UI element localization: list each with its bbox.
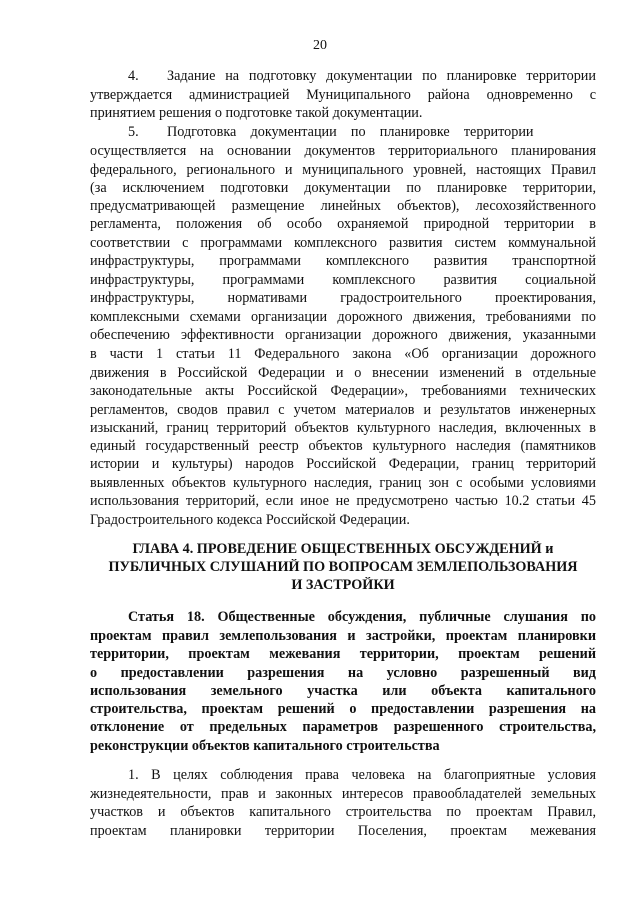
text-line: Градостроительного кодекса Российской Федерации. [90,512,410,528]
text-line: инфраструктуры, нормативами градостроительного проектирования, [90,290,596,306]
text-line: осуществляется на основании документов территориального планирования [90,143,596,159]
text-line: 4. Задание на подготовку документации по планировке территории [128,68,596,84]
heading-line: территории, проектам межевания территории, проектам решений [90,646,596,662]
heading-line: проектам правил землепользования и застройки, проектам планировки [90,628,596,644]
heading-line: ПУБЛИЧНЫХ СЛУШАНИЙ ПО ВОПРОСАМ ЗЕМЛЕПОЛЬЗОВАНИЯ [108,559,578,575]
text-line: регламентов, сводов правил с учетом материалов и результатов инженерных [90,402,596,418]
text-line: единый государственный реестр объектов культурного наследия (памятников [90,438,596,454]
text-line: проектам планировки территории Поселения, проектам межевания [90,823,596,839]
text-line: утверждается администрацией Муниципального района одновременно с [90,87,596,103]
heading-line: отклонение от предельных параметров разрешенного строительства, [90,719,596,735]
text-line: регламента, положения об особо охраняемой природной территории в [90,216,596,232]
text-line: 1. В целях соблюдения права человека на благоприятные условия [128,767,596,783]
page-number: 20 [313,38,327,53]
text-line: законодательные акты Российской Федерации», требованиями технических [90,383,596,399]
text-line: предусматривающей размещение линейных объектов), лесохозяйственного [90,198,596,214]
text-line: использования территорий, если иное не предусмотрено частью 10.2 статьи 45 [90,493,596,509]
heading-line: И ЗАСТРОЙКИ [291,577,395,593]
text-line: выявленных объектов культурного наследия, границ зон с особыми условиями [90,475,596,491]
text-line: обеспечению эффективности организации дорожного движения, указанными [90,327,596,343]
text-line: комплексными схемами организации дорожного движения, требованиями по [90,309,596,325]
heading-line: использования земельного участка или объекта капитального [90,683,596,699]
heading-line: ГЛАВА 4. ПРОВЕДЕНИЕ ОБЩЕСТВЕННЫХ ОБСУЖДЕНИЙ и [132,541,554,557]
text-line: жизнедеятельности, прав и законных интересов правообладателей земельных [90,786,596,802]
text-line: в части 1 статьи 11 Федерального закона «Об организации дорожного [90,346,596,362]
text-line: участков и объектов капитального строительства по проектам Правил, [90,804,596,820]
text-line: соответствии с программами комплексного развития систем коммунальной [90,235,596,251]
heading-line: реконструкции объектов капитального строительства [90,738,440,754]
text-line: (за исключением подготовки документации по планировке территории, [90,180,596,196]
heading-line: строительства, проектам решений о предоставлении разрешения на [90,701,596,717]
text-line: истории и культуры) народов Российской Федерации, границ территорий [90,456,596,472]
text-line: федерального, регионального и муниципального уровней, настоящих Правил [90,162,596,178]
text-line: инфраструктуры, программами комплексного развития транспортной [90,253,596,269]
text-line: инфраструктуры, программами комплексного развития социальной [90,272,596,288]
text-line: принятием решения о подготовке такой документации. [90,105,423,121]
text-line: 5. Подготовка документации по планировке территории [128,124,534,140]
heading-line: о предоставлении разрешения на условно разрешенный вид [90,665,596,681]
text-line: изысканий, границ территорий объектов культурного наследия, включенных в [90,420,596,436]
heading-line: Статья 18. Общественные обсуждения, публичные слушания по [128,609,596,625]
text-line: движения в Российской Федерации и о внесении изменений в отдельные [90,365,596,381]
